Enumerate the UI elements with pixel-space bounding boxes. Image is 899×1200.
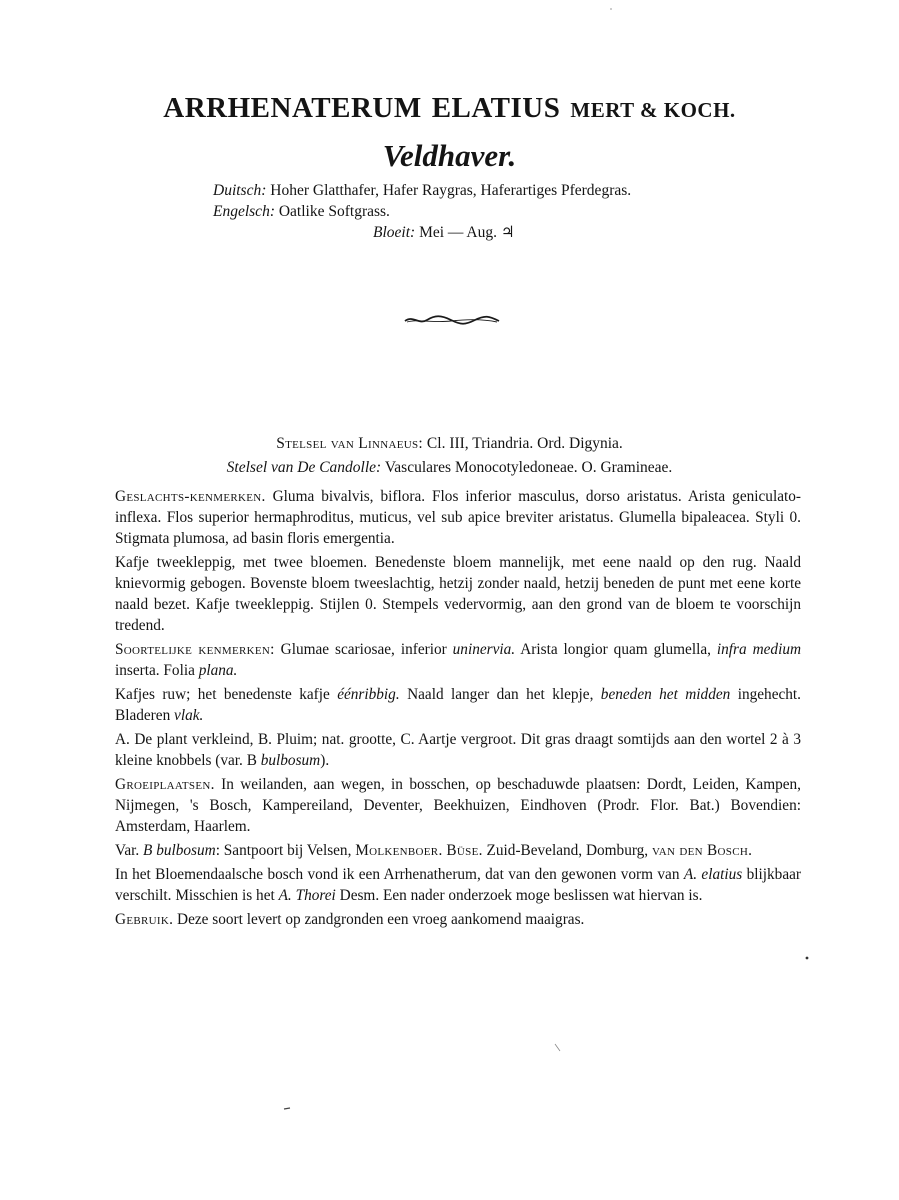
bloom-period: Mei — Aug. ♃ <box>419 224 515 241</box>
variety-text-a: Var. <box>115 842 140 859</box>
variety-text-f: Zuid-Beveland, Domburg, <box>486 842 649 859</box>
german-names-line <box>213 180 631 201</box>
variety-text-e: Büse. <box>446 842 483 859</box>
author-citation: MERT & KOCH. <box>570 98 736 122</box>
description-body <box>115 486 801 933</box>
paper-speck <box>608 6 614 12</box>
variety-text-g: van den Bosch. <box>651 842 753 859</box>
species-characters-paragraph <box>115 639 801 681</box>
observation-text-e: Desm. Een nader onderzoek moge beslissen wat hiervan is. <box>339 887 703 904</box>
linnaeus-classification: Cl. III, Triandria. Ord. Digynia. <box>426 435 623 452</box>
species-dutch-text-a: Kafjes ruw; het benedenste kafje <box>115 686 330 703</box>
plate-legend-text-a: A. De plant verkleind, B. Pluim; nat. grootte, C. Aartje vergroot. Dit gras draagt somtijds aan den wortel 2 à 3 kleine knobbels (var. B <box>115 731 801 769</box>
species-dutch-text-d: beneden het midden <box>600 686 731 703</box>
paper-speck <box>804 955 810 961</box>
species-characters-text-c: Arista longior quam glumella, <box>520 641 711 658</box>
species-characters-label: Soortelijke kenmerken: <box>115 641 275 658</box>
genus-characters-text: Gluma bivalvis, biflora. Flos inferior masculus, dorso aristatus. Arista geniculato-inflexa. Flos superior hermaphroditus, muticus, vel sub apice breviter aristatus. Glumella bipaleacea. Styli 0. Stigmata plumosa, ad basin floris emergentia. <box>115 488 801 547</box>
bloom-period-line <box>213 222 631 243</box>
english-label: Engelsch: <box>213 203 275 220</box>
species-epithet: ELATIUS <box>431 92 561 124</box>
variety-text-c: : Santpoort bij Velsen, <box>215 842 352 859</box>
habitats-paragraph <box>115 774 801 837</box>
dutch-common-name: Veldhaver. <box>382 138 517 173</box>
plate-legend-text-b: bulbosum <box>260 752 321 769</box>
species-dutch-text-f: vlak. <box>174 707 204 724</box>
species-characters-text-b: uninervia. <box>452 641 516 658</box>
classification-systems <box>0 432 899 480</box>
genus-characters-dutch-text: Kafje tweekleppig, met twee bloemen. Benedenste bloem mannelijk, met eene naald op den rug. Naald knievormig gebogen. Bovenste bloem tweeslachtig, hetzij zonder naald, hetzij beneden de punt met eene korte naald bezet. Kafje tweekleppig. Stijlen 0. Stempels vedervormig, aan den grond van de bloem te voorschijn tredend. <box>115 554 801 634</box>
genus-characters-label: Geslachts-kenmerken. <box>115 488 266 505</box>
observation-text-b: A. elatius <box>683 866 743 883</box>
species-characters-text-f: plana. <box>198 662 238 679</box>
observation-paragraph <box>115 864 801 906</box>
genus-characters-dutch-paragraph <box>115 552 801 636</box>
plate-legend-paragraph <box>115 729 801 771</box>
variety-locations-paragraph <box>115 840 801 861</box>
ornamental-divider <box>403 312 501 328</box>
species-dutch-text-c: Naald langer dan het klepje, <box>407 686 594 703</box>
candolle-system-line <box>0 456 899 480</box>
german-names: Hoher Glatthafer, Hafer Raygras, Haferartiges Pferdegras. <box>270 182 632 199</box>
observation-text-a: In het Bloemendaalsche bosch vond ik een Arrhenatherum, dat van den gewonen vorm van <box>115 866 680 883</box>
bloom-label: Bloeit: <box>373 224 416 241</box>
paper-speck <box>283 1106 291 1111</box>
habitats-label: Groeiplaatsen. <box>115 776 215 793</box>
candolle-label: Stelsel van De Candolle: <box>226 459 382 476</box>
english-names-line <box>213 201 631 222</box>
english-names: Oatlike Softgrass. <box>278 203 390 220</box>
species-characters-text-e: inserta. Folia <box>115 662 195 679</box>
usage-paragraph <box>115 909 801 930</box>
species-characters-text-a: Glumae scariosae, inferior <box>280 641 447 658</box>
species-characters-text-d: infra medium <box>716 641 802 658</box>
genus-name: ARRHENATERUM <box>163 92 422 124</box>
linnaeus-label: Stelsel van Linnaeus: <box>276 435 424 452</box>
paper-speck <box>554 1043 562 1053</box>
genus-characters-paragraph <box>115 486 801 549</box>
species-dutch-text-e: ingehecht. Bladeren <box>115 686 801 724</box>
habitats-text: In weilanden, aan wegen, in bosschen, op beschaduwde plaatsen: Dordt, Leiden, Kampen, Nijmegen, 's Bosch, Kampereiland, Deventer, Beekhuizen, Eindhoven (Prodr. Flor. Bat.) Bovendien: Amsterdam, Haarlem. <box>115 776 801 835</box>
german-label: Duitsch: <box>213 182 267 199</box>
usage-label: Gebruik. <box>115 911 174 928</box>
variety-text-b: B bulbosum <box>143 842 216 859</box>
vernacular-names <box>213 180 631 243</box>
observation-text-c: blijkbaar verschilt. Misschien is het <box>115 866 801 904</box>
candolle-classification: Vasculares Monocotyledoneae. O. Gramineae. <box>384 459 673 476</box>
linnaeus-system-line <box>0 432 899 456</box>
usage-text: Deze soort levert op zandgronden een vroeg aankomend maaigras. <box>177 911 585 928</box>
plate-legend-text-c: ). <box>320 752 330 769</box>
species-dutch-text-b: éénribbig. <box>337 686 400 703</box>
variety-text-d: Molkenboer. <box>355 842 443 859</box>
species-characters-dutch-paragraph <box>115 684 801 726</box>
observation-text-d: A. Thorei <box>278 887 336 904</box>
species-title <box>0 92 899 125</box>
